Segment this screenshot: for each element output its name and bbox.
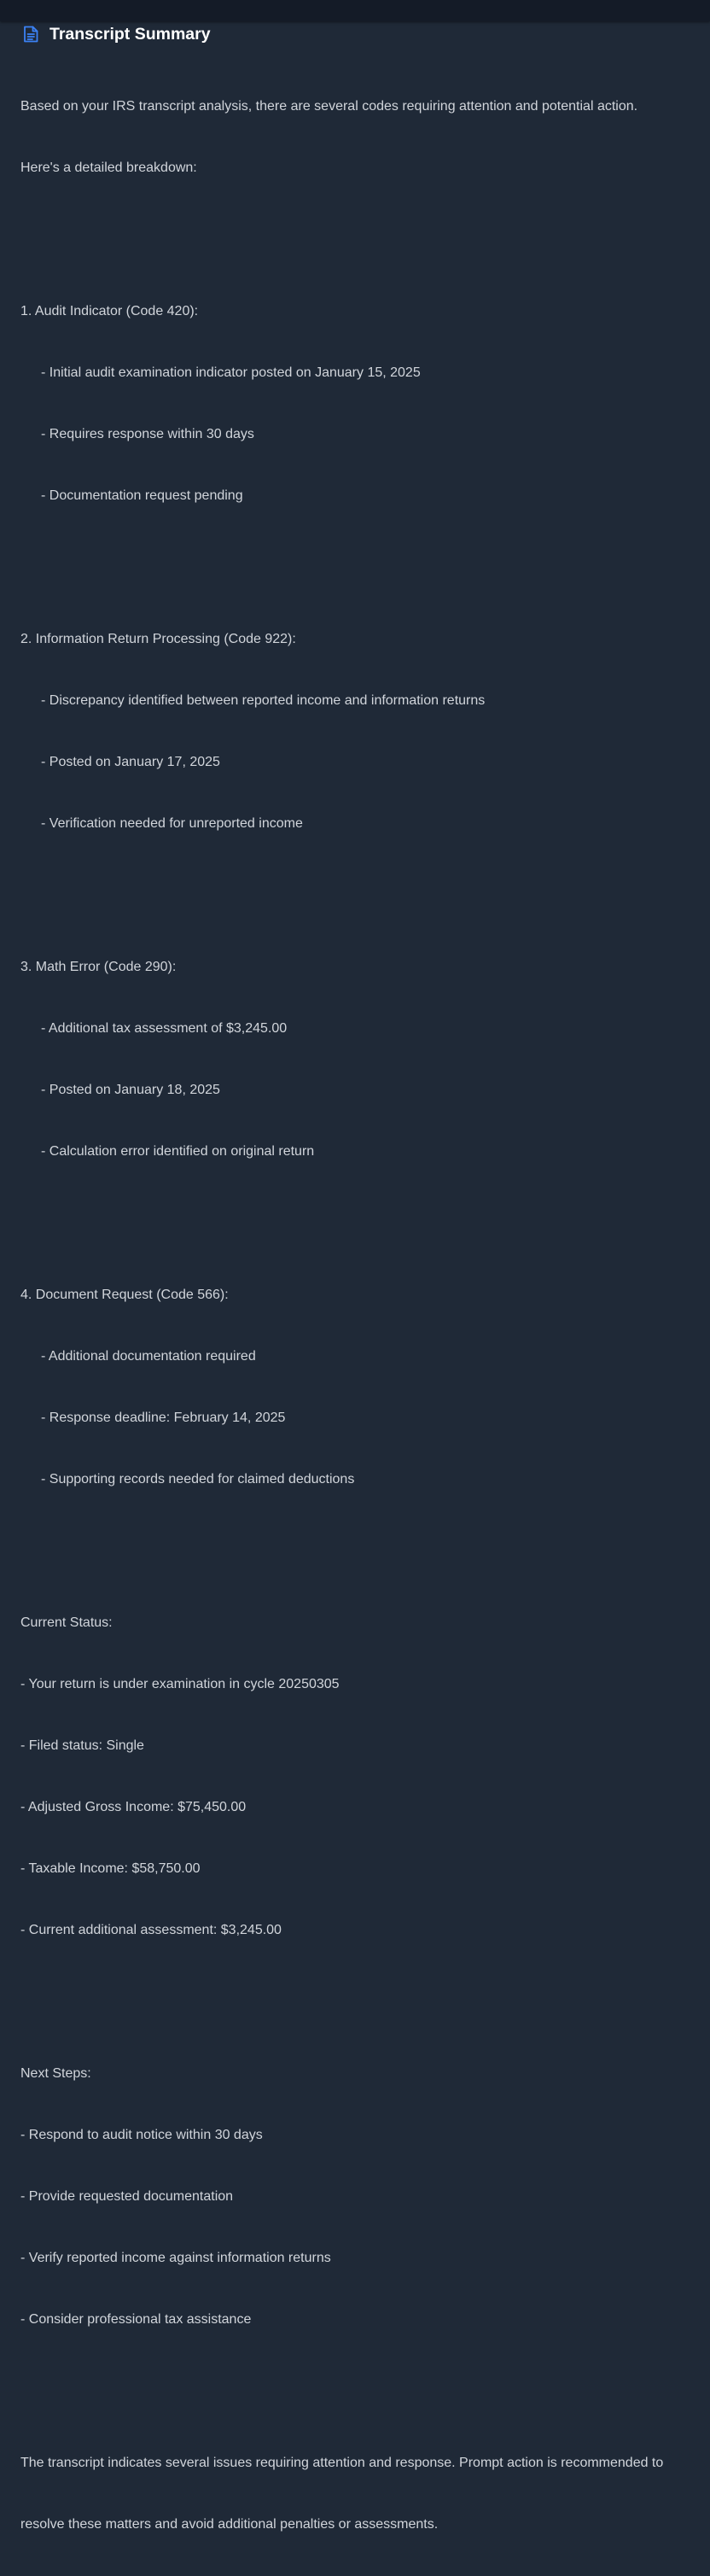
- page-title: Transcript Summary: [49, 24, 211, 44]
- transcript-summary-card: [0, 22, 710, 2576]
- summary-text: [20, 55, 690, 2576]
- spacer: [20, 1531, 690, 1551]
- spacer: [20, 2371, 690, 2392]
- status-item: - Current additional assessment: $3,245.00: [20, 1923, 282, 1937]
- card-header: [20, 22, 690, 46]
- section-heading: 1. Audit Indicator (Code 420):: [20, 304, 199, 318]
- list-item: - Supporting records needed for claimed deductions: [41, 1472, 355, 1487]
- status-item: - Adjusted Gross Income: $75,450.00: [20, 1800, 247, 1814]
- list-item: - Documentation request pending: [41, 488, 243, 503]
- intro-line: Based on your IRS transcript analysis, there are several codes requiring attention and potential action.: [20, 99, 638, 114]
- list-item: - Posted on January 17, 2025: [41, 755, 220, 769]
- status-item: - Filed status: Single: [20, 1738, 144, 1753]
- list-item: - Requires response within 30 days: [41, 427, 254, 441]
- intro-line: Here's a detailed breakdown:: [20, 161, 197, 175]
- list-item: - Verification needed for unreported income: [41, 816, 303, 831]
- spacer: [20, 547, 690, 568]
- section-heading: 2. Information Return Processing (Code 922):: [20, 632, 296, 646]
- current-status-heading: Current Status:: [20, 1615, 113, 1630]
- list-item: - Additional tax assessment of $3,245.00: [41, 1021, 288, 1036]
- next-steps-heading: Next Steps:: [20, 2066, 91, 2081]
- status-item: - Taxable Income: $58,750.00: [20, 1861, 201, 1876]
- next-step-item: - Verify reported income against information returns: [20, 2251, 331, 2265]
- status-item: - Your return is under examination in cycle 20250305: [20, 1677, 340, 1691]
- section-heading: 3. Math Error (Code 290):: [20, 960, 177, 974]
- spacer: [20, 1203, 690, 1224]
- list-item: - Calculation error identified on original return: [41, 1144, 315, 1159]
- section-heading: 4. Document Request (Code 566):: [20, 1288, 229, 1302]
- conclusion-line: resolve these matters and avoid additional penalties or assessments.: [20, 2517, 439, 2532]
- list-item: - Discrepancy identified between reported income and information returns: [41, 693, 486, 708]
- next-step-item: - Respond to audit notice within 30 days: [20, 2128, 263, 2142]
- spacer: [20, 219, 690, 240]
- next-step-item: - Consider professional tax assistance: [20, 2312, 252, 2327]
- list-item: - Initial audit examination indicator posted on January 15, 2025: [41, 365, 421, 380]
- list-item: - Additional documentation required: [41, 1349, 256, 1364]
- document-icon: [22, 24, 41, 44]
- top-bar: [0, 0, 710, 21]
- list-item: - Posted on January 18, 2025: [41, 1083, 220, 1097]
- next-step-item: - Provide requested documentation: [20, 2189, 234, 2204]
- spacer: [20, 875, 690, 896]
- spacer: [20, 1982, 690, 2002]
- conclusion-line: The transcript indicates several issues requiring attention and response. Prompt action is recommended to: [20, 2456, 664, 2470]
- list-item: - Response deadline: February 14, 2025: [41, 1411, 286, 1425]
